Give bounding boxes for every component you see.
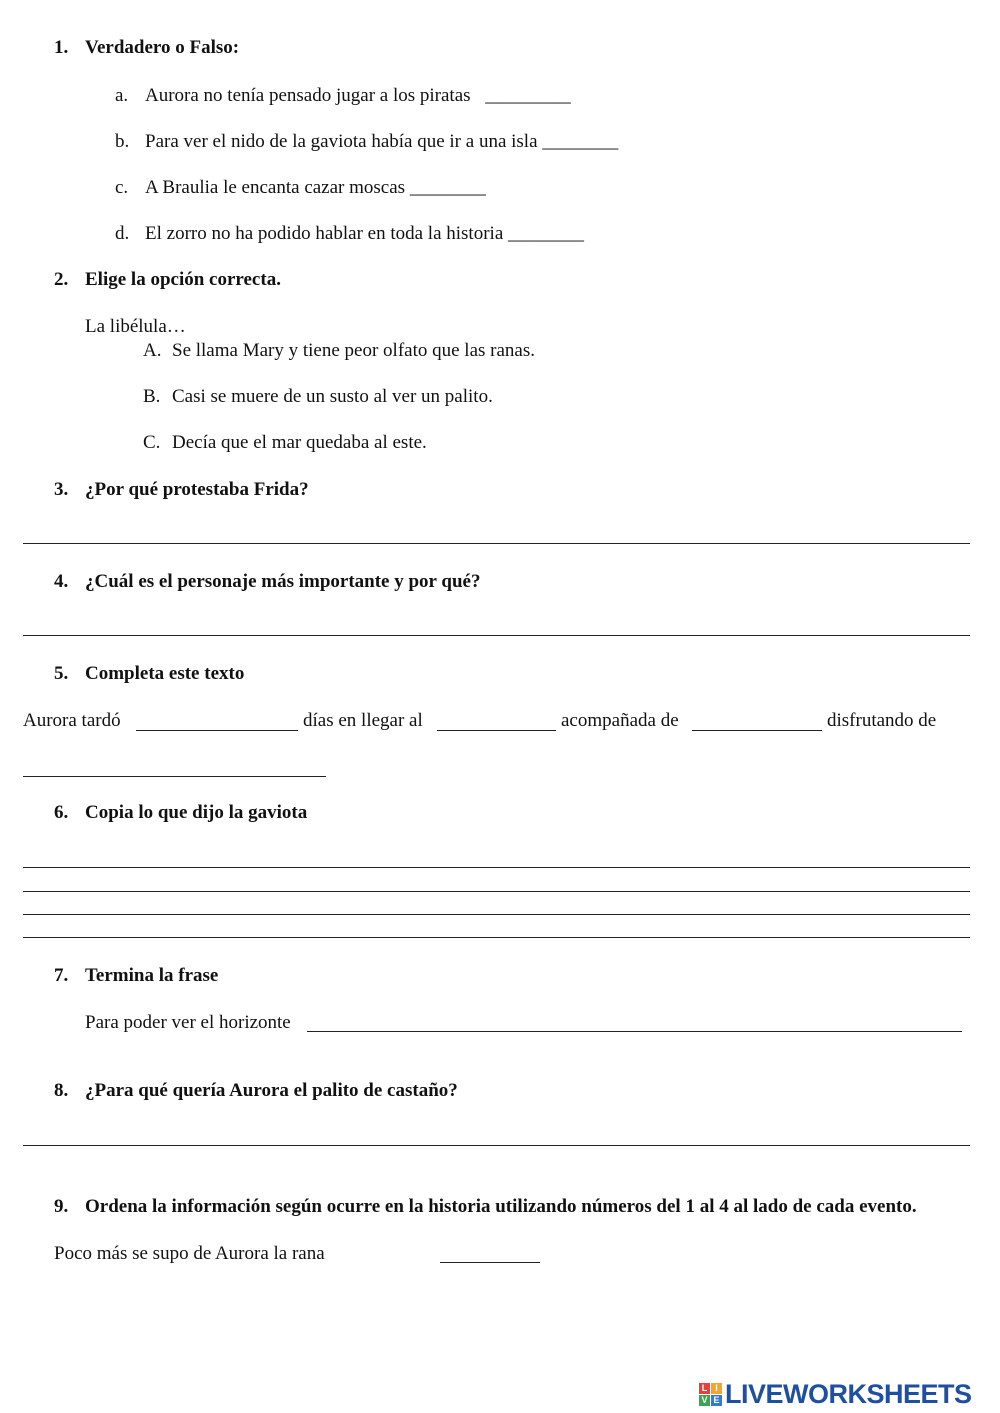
question-2-heading (54, 270, 281, 289)
item-text: Para ver el nido de la gaviota había que ir a una isla (145, 131, 538, 152)
question-number: 4. (54, 571, 69, 592)
cloze-blank-3[interactable] (692, 714, 822, 731)
question-title: ¿Cuál es el personaje más importante y por qué? (85, 571, 481, 592)
question-number: 3. (54, 479, 69, 500)
logo-text: LIVEWORKSHEETS (725, 1378, 972, 1409)
answer-line-q8[interactable] (23, 1145, 970, 1146)
answer-line-q3[interactable] (23, 543, 970, 544)
answer-line-q6-3[interactable] (23, 914, 970, 915)
answer-line-q4[interactable] (23, 635, 970, 636)
option-letter: C. (143, 432, 161, 453)
item-text: Aurora no tenía pensado jugar a los piratas (145, 85, 471, 106)
answer-blank[interactable]: _________ (485, 85, 571, 106)
question-title: Completa este texto (85, 663, 245, 684)
option-a[interactable] (143, 341, 535, 360)
question-5-heading (54, 664, 244, 683)
question-3-heading (54, 480, 309, 499)
cloze-blank-4[interactable] (23, 760, 326, 777)
logo-letter-v: V (699, 1395, 710, 1406)
answer-line-q6-1[interactable] (23, 867, 970, 868)
answer-blank[interactable]: ________ (409, 177, 486, 198)
item-letter: a. (115, 85, 129, 106)
logo-letter-e: E (711, 1395, 722, 1406)
item-text: A Braulia le encanta cazar moscas (145, 177, 406, 198)
cloze-text-part-2: días en llegar al (303, 710, 423, 731)
question-number: 7. (54, 965, 69, 986)
option-text: Decía que el mar quedaba al este. (172, 432, 427, 453)
question-title: Elige la opción correcta. (85, 269, 281, 290)
tf-item-d (115, 224, 584, 243)
question-number: 8. (54, 1080, 69, 1101)
sentence-prompt: Para poder ver el horizonte (85, 1012, 291, 1033)
item-letter: c. (115, 177, 129, 198)
question-title: Ordena la información según ocurre en la historia utilizando números del 1 al 4 al lado de cada evento. (85, 1196, 917, 1217)
cloze-text-part-1: Aurora tardó (23, 710, 121, 731)
question-number: 2. (54, 269, 69, 290)
question-title: Verdadero o Falso: (85, 37, 240, 58)
logo-letter-i: I (711, 1383, 722, 1394)
answer-blank[interactable]: ________ (508, 223, 585, 244)
liveworksheets-logo (699, 1378, 972, 1410)
cloze-text-part-4: disfrutando de (827, 710, 937, 731)
question-number: 5. (54, 663, 69, 684)
logo-letter-l: L (699, 1383, 710, 1394)
sentence-blank[interactable] (307, 1015, 962, 1032)
option-letter: B. (143, 386, 161, 407)
item-letter: b. (115, 131, 130, 152)
question-title: Termina la frase (85, 965, 219, 986)
question-number: 1. (54, 37, 69, 58)
question-stem: La libélula… (85, 316, 186, 337)
cloze-blank-2[interactable] (437, 714, 556, 731)
question-1-heading (54, 38, 239, 57)
tf-item-b (115, 132, 618, 151)
answer-blank[interactable]: ________ (542, 131, 619, 152)
answer-line-q6-2[interactable] (23, 891, 970, 892)
question-title: ¿Para qué quería Aurora el palito de castaño? (85, 1080, 458, 1101)
logo-mark (699, 1383, 722, 1406)
question-title: Copia lo que dijo la gaviota (85, 802, 308, 823)
tf-item-c (115, 178, 486, 197)
item-letter: d. (115, 223, 130, 244)
option-letter: A. (143, 340, 162, 361)
question-9-heading (54, 1197, 917, 1216)
tf-item-a (115, 86, 571, 105)
option-c[interactable] (143, 433, 427, 452)
event-text: Poco más se supo de Aurora la rana (54, 1243, 325, 1264)
question-title: ¿Por qué protestaba Frida? (85, 479, 309, 500)
question-7-heading (54, 966, 218, 985)
question-number: 9. (54, 1196, 69, 1217)
option-b[interactable] (143, 387, 493, 406)
question-8-heading (54, 1081, 458, 1100)
answer-line-q6-4[interactable] (23, 937, 970, 938)
question-4-heading (54, 572, 480, 591)
question-6-heading (54, 803, 307, 822)
option-text: Se llama Mary y tiene peor olfato que las ranas. (172, 340, 535, 361)
item-text: El zorro no ha podido hablar en toda la historia (145, 223, 504, 244)
cloze-text-part-3: acompañada de (561, 710, 679, 731)
event-order-blank[interactable] (440, 1246, 540, 1263)
question-number: 6. (54, 802, 69, 823)
cloze-blank-1[interactable] (136, 714, 298, 731)
option-text: Casi se muere de un susto al ver un palito. (172, 386, 493, 407)
